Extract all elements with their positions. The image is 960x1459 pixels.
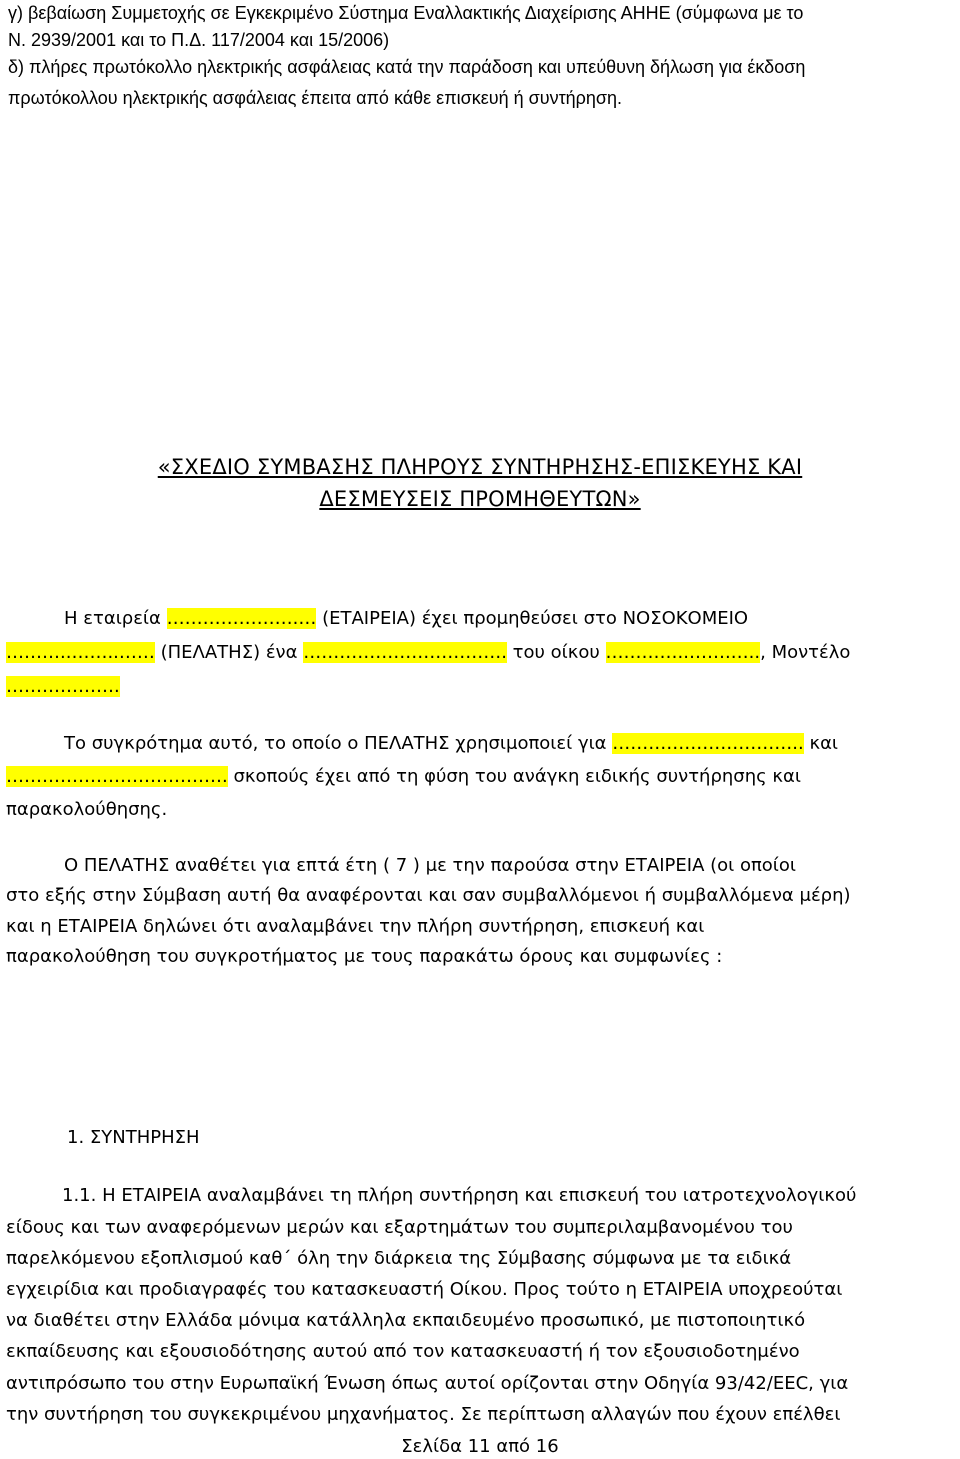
assignment-paragraph-line-2: στο εξής στην Σύμβαση αυτή θα αναφέρονται και σαν συμβαλλόμενοι ή συμβαλλόμενα μέρη) [6,885,851,906]
intro-paragraph-line-2 [6,640,940,666]
page-number-footer: Σελίδα 11 από 16 [401,1436,559,1457]
usage-blank: ………………………….. [612,733,804,754]
section-1-1-line-1: 1.1. Η ΕΤΑΙΡΕΙΑ αναλαμβάνει τη πλήρη συντήρηση και επισκευή του ιατροτεχνολογικού [62,1185,857,1206]
intro-paragraph-line-3 [6,674,938,700]
intro-text: , Μοντέλο [760,642,851,663]
section-1-1-line-5: να διαθέτει στην Ελλάδα μόνιμα κατάλληλα εκπαιδευμένο προσωπικό, με πιστοποιητικό [6,1310,806,1331]
assignment-paragraph-line-1: Ο ΠΕΛΑΤΗΣ αναθέτει για επτά έτη ( 7 ) με την παρούσα στην ΕΤΑΙΡΕΙΑ (οι οποίοι [64,855,797,876]
section-heading: 1. ΣΥΝΤΗΡΗΣΗ [67,1127,200,1148]
document-title-line-2: ΔΕΣΜΕΥΣΕΙΣ ΠΡΟΜΗΘΕΥΤΩΝ» [319,487,641,511]
intro-paragraph-line-1 [64,606,940,632]
usage-paragraph-line-2 [6,764,940,790]
equipment-blank: ……………………………. [303,642,507,663]
purpose-blank: ………………………………. [6,766,228,787]
document-title-line-1: «ΣΧΕΔΙΟ ΣΥΜΒΑΣΗΣ ΠΛΗΡΟΥΣ ΣΥΝΤΗΡΗΣΗΣ-ΕΠΙΣΚΕΥΗΣ ΚΑΙ [157,455,803,479]
usage-paragraph-line-3: παρακολούθησης. [6,799,168,820]
item-g-line-1: γ) βεβαίωση Συμμετοχής σε Εγκεκριμένο Σύστημα Εναλλακτικής Διαχείρισης ΑΗΗΕ (σύμφωνα με το [8,3,804,23]
section-1-1-line-6: εκπαίδευσης και εξουσιοδότησης αυτού από τον κατασκευαστή ή τον εξουσιοδοτημένο [6,1341,800,1362]
intro-text: (ΕΤΑΙΡΕΙΑ) έχει προμηθεύσει στο ΝΟΣΟΚΟΜΕΙΟ [316,608,749,629]
intro-text: (ΠΕΛΑΤΗΣ) ένα [154,642,304,663]
section-1-1-line-3: παρελκόμενου εξοπλισμού καθ΄ όλη την διάρκεια της Σύμβασης σύμφωνα με τα ειδικά [6,1248,792,1269]
usage-text: σκοπούς έχει από τη φύση του ανάγκη ειδικής συντήρησης και [227,766,801,787]
item-d-line-1: δ) πλήρες πρωτόκολλο ηλεκτρικής ασφάλειας κατά την παράδοση και υπεύθυνη δήλωση για έκδοση [8,57,806,77]
hospital-blank: ………..……..…… [6,642,155,663]
model-blank: ………………. [6,676,120,697]
usage-paragraph-line-1 [64,731,940,757]
item-g-line-2: Ν. 2939/2001 και το Π.Δ. 117/2004 και 15/2006) [8,30,390,50]
section-1-1-line-4: εγχειρίδια και προδιαγραφές του κατασκευαστή Οίκου. Προς τούτο η ΕΤΑΙΡΕΙΑ υποχρεούται [6,1279,843,1300]
section-1-1-line-7: αντιπρόσωπο του στην Ευρωπαϊκή Ένωση όπως αυτοί ορίζονται στην Οδηγία 93/42/ΕΕC, για [6,1373,849,1394]
intro-text: του οίκου [506,642,606,663]
intro-text: Η εταιρεία [64,608,167,629]
company-blank: ………………….… [166,608,317,629]
section-1-1-line-2: είδους και των αναφερόμενων μερών και εξαρτημάτων του συμπεριλαμβανομένου του [6,1217,793,1238]
assignment-paragraph-line-3: και η ΕΤΑΙΡΕΙΑ δηλώνει ότι αναλαμβάνει την πλήρη συντήρηση, επισκευή και [6,916,705,937]
item-d-line-2: πρωτόκολλου ηλεκτρικής ασφάλειας έπειτα από κάθε επισκευή ή συντήρηση. [8,88,623,108]
section-1-1-line-8: την συντήρηση του συγκεκριμένου μηχανήματος. Σε περίπτωση αλλαγών που έχουν επέλθει [6,1404,841,1425]
assignment-paragraph-line-4: παρακολούθηση του συγκροτήματος με τους παρακάτω όρους και συμφωνίες : [6,946,723,967]
manufacturer-blank: …………..…….….. [605,642,761,663]
usage-text: Το συγκρότημα αυτό, το οποίο ο ΠΕΛΑΤΗΣ χρησιμοποιεί για [64,733,613,754]
usage-text: και [803,733,839,754]
